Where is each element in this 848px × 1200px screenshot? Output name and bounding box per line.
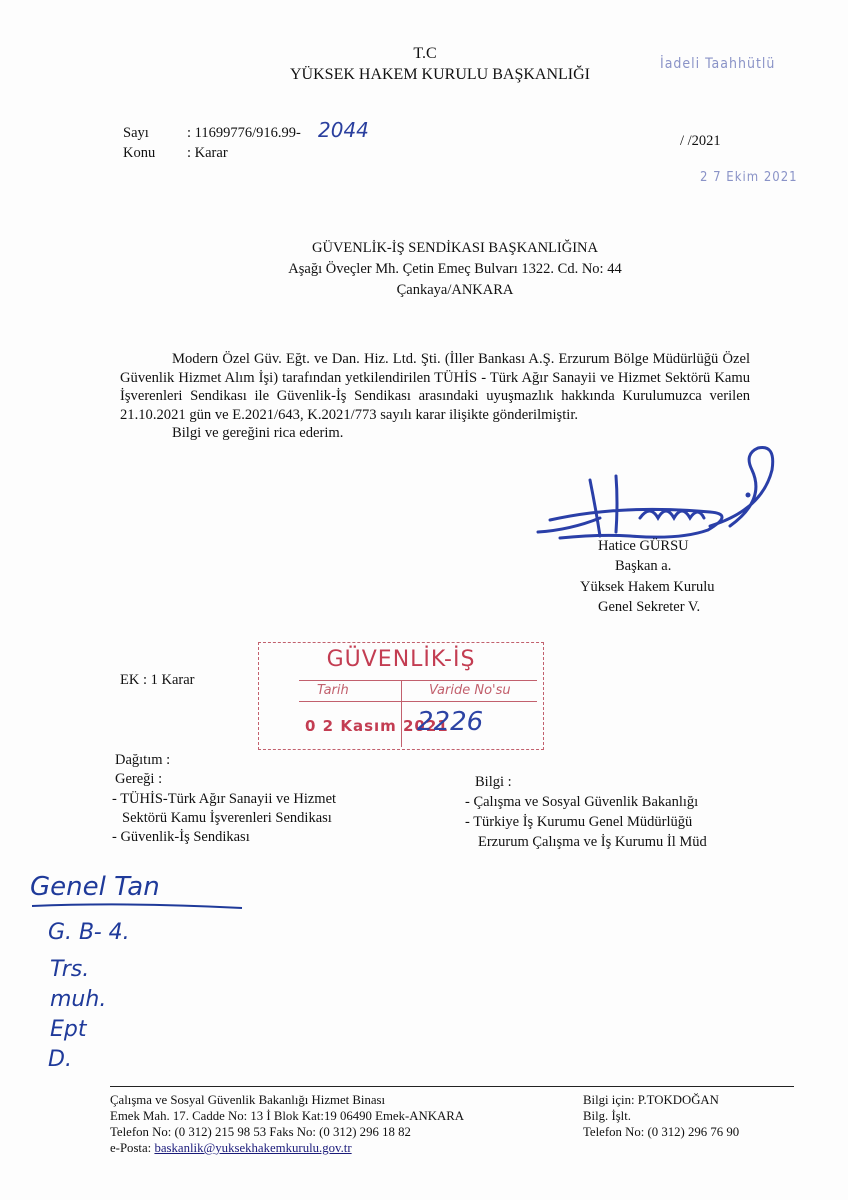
stamp-no-label: Varide No'su xyxy=(429,683,511,698)
distribution-heading: Dağıtım : xyxy=(115,752,171,768)
handwritten-note: muh. xyxy=(50,987,107,1012)
sayi-value: : 11699776/916.99- xyxy=(187,125,301,141)
body-paragraph: Modern Özel Güv. Eğt. ve Dan. Hiz. Ltd. Şti. (İller Bankası A.Ş. Erzurum Bölge Müdürlüğü Özel Güvenlik Hizmet Alım İşi) tarafından yetkilendirilen TÜHİS - Türk Ağır Sanayii ve Hizmet Sektörü Kamu İşverenleri Sendikası ile Güvenlik-İş Sendikası arasındaki uyuşmazlık hakkında Kurulumuzca verilen 21.10.2021 gün ve E.2021/643, K.2021/773 sayılı karar ilişikte gönderilmiştir. xyxy=(120,351,750,423)
sayi-handwritten: 2044 xyxy=(318,118,369,142)
stamp-no-value: 2226 xyxy=(417,707,484,737)
incoming-stamp xyxy=(258,642,544,750)
konu-value: : Karar xyxy=(187,145,228,161)
registered-mail-stamp: İadeli Taahhütlü xyxy=(660,56,776,72)
date-stamp: 2 7 Ekim 2021 xyxy=(700,170,798,185)
footer-email-link[interactable]: baskanlik@yuksekhakemkurulu.gov.tr xyxy=(154,1141,352,1155)
handwritten-note: Ept xyxy=(50,1017,87,1042)
stamp-divider xyxy=(299,680,537,681)
body-closing: Bilgi ve gereğini rica ederim. xyxy=(172,425,344,441)
konu-label: Konu xyxy=(123,145,156,161)
signer-title-1: Başkan a. xyxy=(615,558,672,574)
signer-title-2: Yüksek Hakem Kurulu xyxy=(580,579,715,595)
footer-info-contact: Bilgi için: P.TOKDOĞAN xyxy=(583,1093,719,1107)
bilgi-item: - Çalışma ve Sosyal Güvenlik Bakanlığı xyxy=(465,794,699,810)
geregi-item: - Güvenlik-İş Sendikası xyxy=(112,829,250,845)
printed-date: / /2021 xyxy=(680,133,721,149)
stamp-divider xyxy=(401,681,402,747)
stamp-date-value: 0 2 Kasım 2021 xyxy=(305,717,449,735)
signer-name: Hatice GÜRSU xyxy=(598,538,689,554)
footer-contact-block xyxy=(583,1092,739,1140)
geregi-item: - TÜHİS-Türk Ağır Sanayii ve Hizmet xyxy=(112,791,337,807)
footer-address-1: Çalışma ve Sosyal Güvenlik Bakanlığı Hizmet Binası xyxy=(110,1093,386,1107)
recipient-name: GÜVENLİK-İŞ SENDİKASI BAŞKANLIĞINA xyxy=(312,240,598,256)
header-tc: T.C xyxy=(413,45,437,62)
footer-email-row xyxy=(110,1140,464,1156)
handwritten-note: D. xyxy=(48,1047,72,1072)
geregi-item: Sektörü Kamu İşverenleri Sendikası xyxy=(122,810,332,826)
handwritten-note: Trs. xyxy=(50,957,90,982)
handwritten-underline xyxy=(28,900,248,912)
footer-info-role: Bilg. İşlt. xyxy=(583,1109,631,1123)
handwritten-note: Genel Tan xyxy=(30,872,160,902)
recipient-address: Aşağı Öveçler Mh. Çetin Emeç Bulvarı 1322. Cd. No: 44 xyxy=(288,261,622,277)
geregi-heading: Gereği : xyxy=(115,771,163,787)
bilgi-heading: Bilgi : xyxy=(475,774,512,790)
bilgi-item: - Türkiye İş Kurumu Genel Müdürlüğü xyxy=(465,814,693,830)
footer-address-2: Emek Mah. 17. Cadde No: 13 İ Blok Kat:19 06490 Emek-ANKARA xyxy=(110,1109,465,1123)
stamp-union-name: GÜVENLİK-İŞ xyxy=(326,647,476,672)
attachment-note: EK : 1 Karar xyxy=(120,672,195,688)
sayi-label: Sayı xyxy=(123,125,149,141)
handwritten-note: G. B- 4. xyxy=(48,920,130,945)
footer-info-phone: Telefon No: (0 312) 296 76 90 xyxy=(583,1125,740,1139)
bilgi-item: Erzurum Çalışma ve İş Kurumu İl Müd xyxy=(478,834,707,850)
footer-address-block xyxy=(110,1092,464,1156)
stamp-divider xyxy=(299,701,537,702)
footer-email-label: e-Posta: xyxy=(110,1141,152,1155)
stamp-date-label: Tarih xyxy=(317,683,349,698)
signer-title-3: Genel Sekreter V. xyxy=(598,599,701,615)
header-institution: YÜKSEK HAKEM KURULU BAŞKANLIĞI xyxy=(290,66,590,83)
footer-phone: Telefon No: (0 312) 215 98 53 Faks No: (0 312) 296 18 82 xyxy=(110,1125,411,1139)
footer-divider xyxy=(110,1086,794,1087)
recipient-city: Çankaya/ANKARA xyxy=(396,282,514,298)
letter-body xyxy=(120,350,750,443)
